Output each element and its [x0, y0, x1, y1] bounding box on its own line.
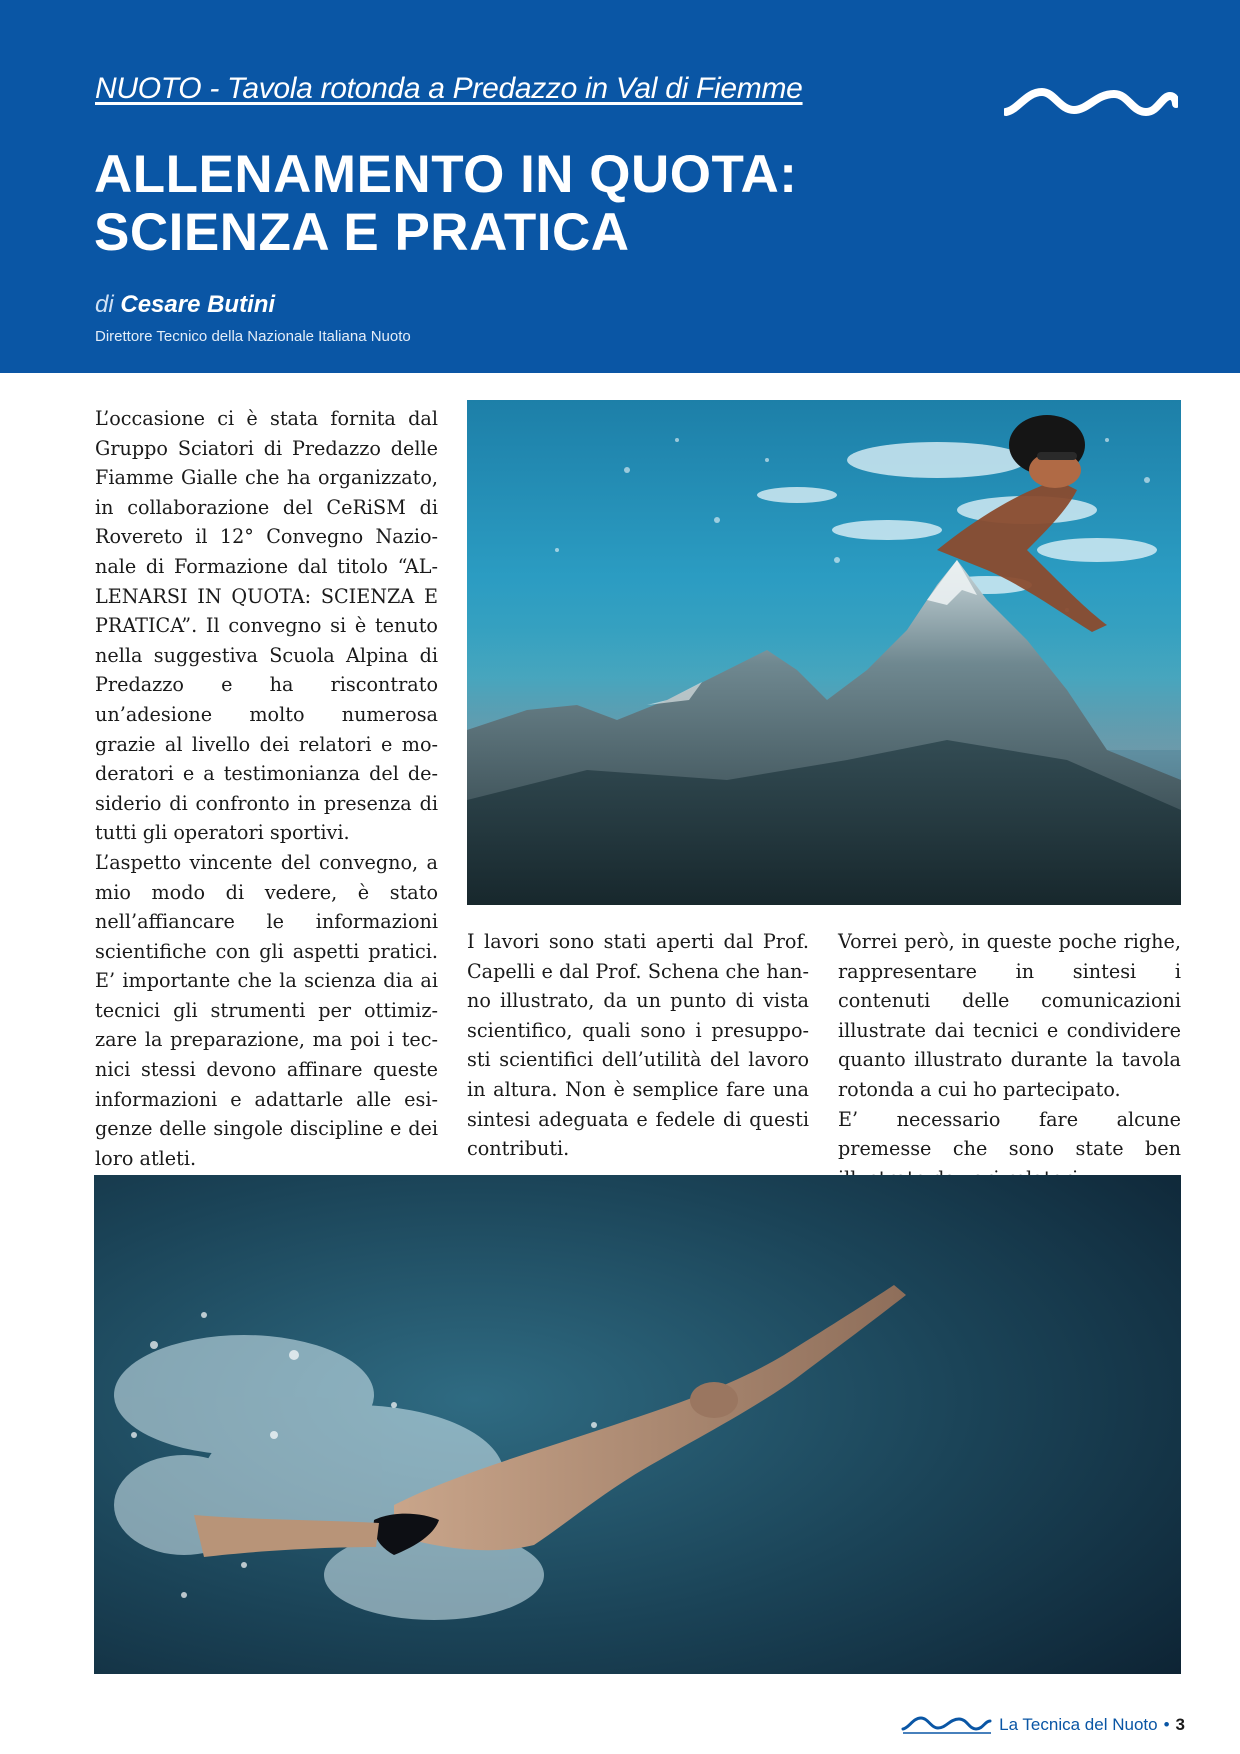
paragraph: E’ necessario fare alcune premesse che sono state ben	[838, 1107, 1181, 1161]
author-role: Direttore Tecnico della Nazionale Italiana Nuoto	[95, 328, 411, 345]
waves-logo-icon	[901, 1714, 993, 1736]
waves-logo-icon	[1004, 86, 1178, 126]
article-column-3	[838, 927, 1181, 1193]
page-number: 3	[1175, 1715, 1185, 1734]
photo-underwater-diver-art	[94, 1175, 1181, 1674]
title-line-2: SCIENZA E PRATICA	[94, 203, 630, 262]
publication-name: La Tecnica del Nuoto	[999, 1715, 1158, 1734]
article-column-1	[95, 404, 438, 1173]
article-title	[94, 146, 797, 262]
paragraph: Vorrei però, in queste poche righe, rappresentare in sintesi i contenuti delle comunicazioni illustrate dai tecnici e condividere quanto illustrato durante la tavola rotonda a cui ho partecipato.	[838, 930, 1181, 1101]
author-name: Cesare Butini	[120, 291, 276, 318]
footer-separator: •	[1163, 1715, 1170, 1734]
byline	[95, 291, 275, 319]
paragraph: I lavori sono stati aperti dal Prof. Capelli e dal Prof. Schena che hanno illustrato, da un punto di vista scientifico, quali sono i presupposti scientifici dell’utilità del lavoro in altura. Non è semplice fare una sintesi adeguata e fedele di questi contributi.	[467, 930, 809, 1161]
photo-swimmer-and-mountains-art	[467, 400, 1181, 905]
photo-swimmer-and-mountains	[467, 400, 1181, 905]
photo-underwater-diver	[94, 1175, 1181, 1674]
page-footer	[901, 1714, 1185, 1736]
byline-prefix: di	[95, 291, 114, 318]
paragraph: L’occasione ci è stata fornita dal Gruppo Sciatori di Predazzo delle Fiamme Gialle che ha organizzato, in collaborazione del CeRiSM di Rovereto il 12° Convegno Nazionale di Formazione dal titolo “ALLENARSI IN QUOTA: SCIENZA E PRATICA”. Il convegno si è tenuto nella suggestiva Scuola Alpina di Predazzo e ha riscontrato un’adesione molto numerosa grazie al livello dei relatori e moderatori e a testimonianza del desiderio di confronto in presenza di tutti gli operatori sportivi.	[95, 407, 438, 845]
section-kicker: NUOTO - Tavola rotonda a Predazzo in Val di Fiemme	[95, 72, 803, 105]
article-column-2	[467, 927, 809, 1164]
paragraph: L’aspetto vincente del convegno, a mio modo di vedere, è stato nell’affiancare le informazioni scientifiche con gli aspetti pratici. E’ importante che la scienza dia ai tecnici gli strumenti per ottimizzare la preparazione, ma poi i tecnici stessi devono affinare queste informazioni e adattarle alle esigenze delle singole discipline e dei loro atleti.	[95, 850, 438, 1170]
header-banner	[0, 0, 1240, 373]
title-line-1: ALLENAMENTO IN QUOTA:	[94, 145, 798, 204]
